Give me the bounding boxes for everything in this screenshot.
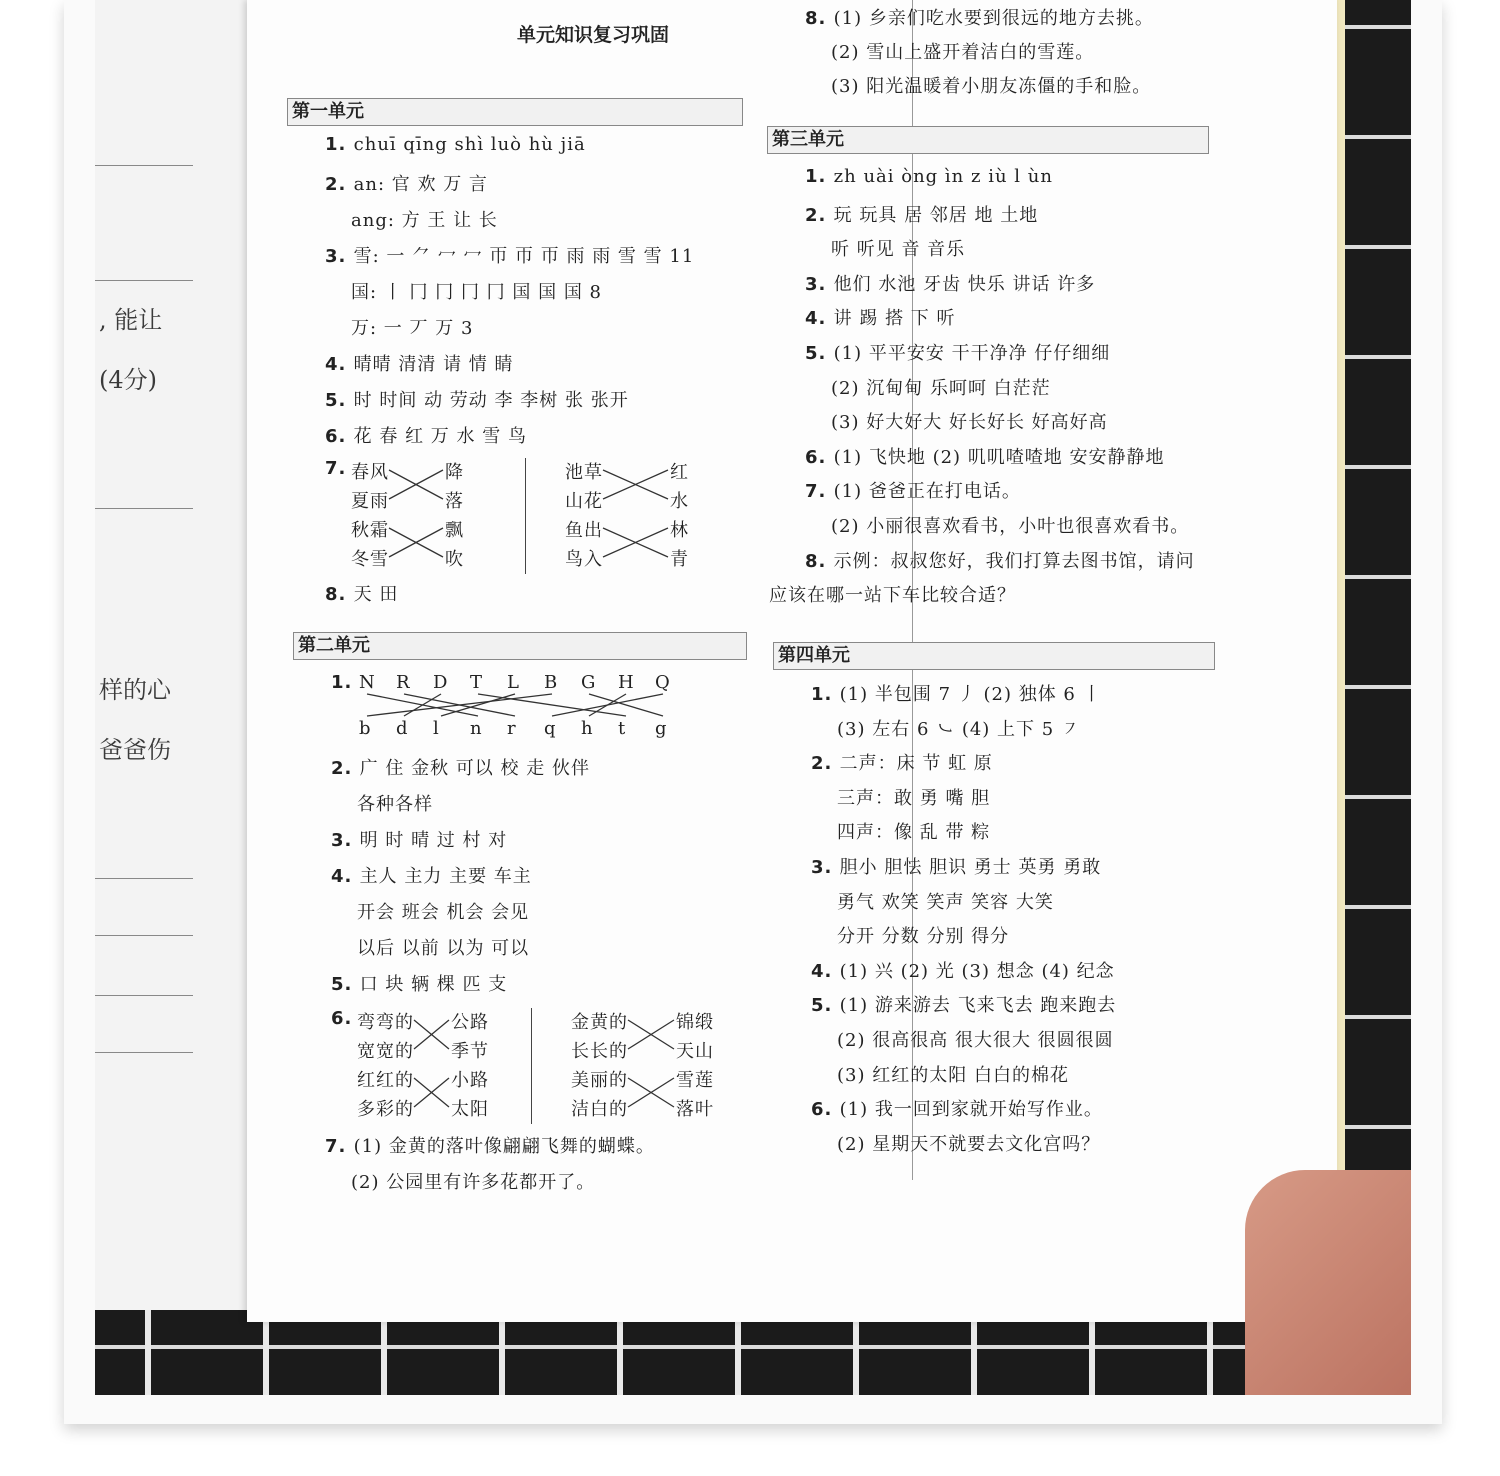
item-number: 7.: [325, 1136, 354, 1157]
letter-lower: l: [433, 718, 440, 739]
answer-line: [805, 304, 956, 330]
match-left: 弯弯的: [357, 1012, 414, 1033]
letter-upper: D: [433, 672, 449, 693]
answer-line: [805, 443, 1165, 469]
match-right: 降: [445, 462, 464, 483]
letter-lower: r: [507, 718, 517, 739]
answer-line: [357, 934, 529, 960]
answer-text: (2) 星期天不就要去文化宫吗？: [837, 1133, 1101, 1155]
item-number: 1.: [325, 134, 354, 155]
letter-lower: n: [470, 718, 483, 739]
answer-text: 国: 丨 冂 冂 冂 冂 国 国 国 8: [351, 282, 603, 303]
answer-line: [769, 581, 1016, 607]
answer-text: (2) 沉甸甸 乐呵呵 白茫茫: [831, 377, 1051, 399]
left-fragment: , 能让: [99, 306, 163, 334]
answer-line: [831, 38, 1094, 64]
answer-line: [805, 201, 1038, 227]
item-number: 1.: [331, 672, 353, 693]
item-number: 5.: [805, 343, 834, 364]
answer-text: 时 时间 动 劳动 李 李树 张 张开: [353, 390, 629, 411]
match-right: 公路: [451, 1012, 489, 1033]
match-left: 冬雪: [351, 549, 389, 570]
answer-text: 听 听见 音 音乐: [831, 239, 966, 261]
item-number: 4.: [805, 308, 834, 330]
answer-line: [805, 166, 1053, 187]
match-left: 池草: [565, 462, 603, 483]
answer-text: (1) 半包围 7 丿 (2) 独体 6 丨: [839, 684, 1102, 705]
answer-page: [247, 0, 1337, 1322]
letter-upper: R: [396, 672, 411, 693]
answer-text: 各种各样: [357, 794, 433, 815]
photo: [95, 0, 1411, 1395]
answer-text: (2) 雪山上盛开着洁白的雪莲。: [831, 42, 1095, 63]
answer-text: (1) 兴 (2) 光 (3) 想念 (4) 纪念: [839, 960, 1115, 982]
match-left: 洁白的: [571, 1099, 628, 1120]
letter-upper: Q: [655, 672, 671, 693]
answer-line: [805, 270, 1095, 296]
item-number: 2.: [811, 753, 840, 775]
answer-text: 主人 主力 主要 车主: [359, 866, 532, 887]
match-right: 季节: [451, 1041, 489, 1062]
match-divider: [531, 1008, 532, 1124]
answer-text: 玩 玩具 居 邻居 地 土地: [833, 204, 1039, 226]
letter-lower: g: [655, 718, 668, 739]
hand: [1245, 1170, 1411, 1395]
answer-line: [331, 672, 352, 693]
match-left: 多彩的: [357, 1099, 414, 1120]
item-number: 2.: [805, 204, 834, 226]
match-left: 夏雨: [351, 491, 389, 512]
answer-text: (1) 游来游去 飞来飞去 跑来跑去: [839, 995, 1117, 1017]
item-number: 5.: [331, 974, 360, 995]
answer-text: (2) 小丽很喜欢看书，小叶也很喜欢看书。: [831, 516, 1190, 537]
match-right: 吹: [445, 549, 464, 570]
answer-text: 应该在哪一站下车比较合适？: [769, 585, 1016, 607]
answer-text: 口 块 辆 棵 匹 支: [359, 974, 508, 995]
answer-line: [837, 888, 1054, 914]
answer-line: [837, 784, 990, 810]
item-number: 2.: [325, 174, 354, 195]
answer-text: 四声：像 乱 带 粽: [837, 822, 991, 844]
item-number: 8.: [325, 584, 354, 605]
match-right: 红: [670, 462, 689, 483]
answer-text: chuī qīng shì luò hù jiā: [353, 134, 586, 155]
answer-text: (1) 我一回到家就开始写作业。: [839, 1099, 1103, 1121]
answer-line: [325, 1132, 655, 1158]
left-fragment: 样的心: [99, 676, 171, 704]
answer-text: (2) 很高很高 很大很大 很圆很圆: [837, 1030, 1114, 1051]
match-left: 宽宽的: [357, 1041, 414, 1062]
answer-text: 示例：叔叔您好，我们打算去图书馆，请问: [833, 550, 1195, 572]
match-right: 水: [670, 491, 689, 512]
answer-text: 天 田: [353, 584, 399, 605]
answer-text: ang: 方 王 让 长: [351, 210, 498, 231]
answer-line: [805, 477, 1021, 503]
answer-line: [837, 1061, 1069, 1087]
match-lines: [247, 0, 248, 1]
answer-line: [811, 991, 1116, 1017]
page-title: 单元知识复习巩固: [517, 24, 670, 46]
answer-line: [331, 1008, 352, 1029]
unit-heading: 第一单元: [287, 98, 743, 126]
match-left: 长长的: [571, 1041, 628, 1062]
item-number: 7.: [805, 481, 834, 503]
answer-line: [811, 1095, 1103, 1121]
answer-text: 三声：敢 勇 嘴 胆: [837, 787, 991, 809]
match-left: 山花: [565, 491, 603, 512]
answer-line: [351, 1168, 595, 1194]
answer-line: [837, 1026, 1114, 1052]
item-number: 6.: [811, 1099, 840, 1121]
answer-text: 雪: 一 ⺈ 冖 冖 帀 帀 帀 雨 雨 雪 雪 11: [353, 246, 695, 267]
match-left: 鱼出: [565, 520, 603, 541]
answer-text: (2) 公园里有许多花都开了。: [351, 1172, 596, 1193]
answer-text: (1) 飞快地 (2) 叽叽喳喳地 安安静静地: [833, 446, 1165, 468]
answer-line: [837, 818, 990, 844]
answer-line: [837, 1130, 1100, 1156]
item-number: 1.: [805, 166, 834, 187]
match-right: 飘: [445, 520, 464, 541]
answer-text: zh uài òng ìn z iù l ùn: [833, 166, 1053, 187]
answer-text: 以后 以前 以为 可以: [357, 938, 530, 959]
answer-text: 万: 一 丆 万 3: [351, 318, 474, 339]
item-number: 8.: [805, 550, 834, 572]
left-fragment: 爸爸伤: [99, 736, 171, 764]
item-number: 3.: [331, 830, 360, 851]
letter-upper: T: [470, 672, 484, 693]
answer-line: [325, 458, 346, 479]
match-left: 秋霜: [351, 520, 389, 541]
answer-text: an: 官 欢 万 言: [353, 174, 488, 195]
letter-upper: H: [618, 672, 635, 693]
unit-heading: 第三单元: [767, 126, 1209, 154]
answer-line: [831, 374, 1051, 400]
match-right: 太阳: [451, 1099, 489, 1120]
answer-line: [325, 134, 586, 155]
item-number: 3.: [805, 273, 834, 295]
item-number: 4.: [811, 960, 840, 982]
answer-line: [351, 314, 473, 340]
item-number: 5.: [325, 390, 354, 411]
answer-text: 讲 踢 搭 下 听: [833, 308, 956, 330]
letter-upper: G: [581, 672, 597, 693]
match-right: 雪莲: [676, 1070, 714, 1091]
letter-lower: h: [581, 718, 594, 739]
answer-line: [805, 4, 1154, 30]
letter-lower: d: [396, 718, 409, 739]
answer-line: [811, 853, 1101, 879]
answer-line: [331, 826, 507, 852]
item-number: 4.: [331, 866, 360, 887]
answer-text: 他们 水池 牙齿 快乐 讲话 许多: [833, 273, 1096, 295]
item-number: 6.: [325, 426, 354, 447]
left-fragment: (4分): [99, 366, 157, 394]
answer-text: (3) 红红的太阳 白白的棉花: [837, 1064, 1069, 1086]
answer-text: 分开 分数 分别 得分: [837, 926, 1010, 948]
letter-upper: L: [507, 672, 520, 693]
answer-line: [357, 790, 433, 816]
answer-text: (3) 左右 6 ㇃ (4) 上下 5 ㇇: [837, 718, 1080, 740]
match-left: 红红的: [357, 1070, 414, 1091]
answer-text: 花 春 红 万 水 雪 鸟: [353, 426, 527, 447]
match-right: 小路: [451, 1070, 489, 1091]
answer-text: 胆小 胆怯 胆识 勇士 英勇 勇敢: [839, 857, 1102, 878]
item-number: 5.: [811, 995, 840, 1017]
match-left: 鸟入: [565, 549, 603, 570]
item-number: 3.: [325, 246, 354, 267]
answer-line: [357, 898, 529, 924]
answer-line: [325, 350, 514, 376]
answer-line: [837, 922, 1009, 948]
answer-text: 广 住 金秋 可以 校 走 伙伴: [359, 758, 590, 779]
answer-line: [831, 235, 965, 261]
answer-line: [831, 512, 1189, 538]
match-right: 落叶: [676, 1099, 714, 1120]
answer-line: [811, 680, 1102, 706]
item-number: 6.: [805, 446, 834, 468]
answer-text: (1) 乡亲们吃水要到很远的地方去挑。: [833, 8, 1154, 29]
answer-text: (3) 阳光温暖着小朋友冻僵的手和脸。: [831, 76, 1152, 97]
answer-line: [325, 242, 694, 268]
answer-line: [325, 170, 488, 196]
answer-text: 二声：床 节 虹 原: [839, 753, 993, 775]
letter-lower: t: [618, 718, 627, 739]
answer-line: [805, 339, 1110, 365]
match-line: [441, 694, 515, 716]
item-number: 4.: [325, 354, 354, 375]
answer-line: [811, 957, 1115, 983]
answer-text: (1) 爸爸正在打电话。: [833, 481, 1021, 503]
answer-line: [331, 970, 507, 996]
letter-upper: B: [544, 672, 559, 693]
answer-text: 勇气 欢笑 笑声 笑容 大笑: [837, 891, 1054, 913]
answer-line: [805, 547, 1195, 573]
answer-line: [831, 72, 1151, 98]
answer-text: (1) 平平安安 干干净净 仔仔细细: [833, 343, 1111, 364]
answer-text: 开会 班会 机会 会见: [357, 902, 530, 923]
answer-line: [325, 422, 527, 448]
unit-heading: 第四单元: [773, 642, 1215, 670]
match-right: 林: [670, 520, 689, 541]
item-number: 1.: [811, 684, 840, 705]
match-divider: [525, 458, 526, 574]
answer-line: [811, 749, 993, 775]
match-right: 锦缎: [676, 1012, 714, 1033]
item-number: 7.: [325, 458, 347, 479]
item-number: 8.: [805, 8, 834, 29]
item-number: 3.: [811, 857, 840, 878]
answer-line: [351, 206, 498, 232]
answer-text: (1) 金黄的落叶像翩翩飞舞的蝴蝶。: [353, 1136, 655, 1157]
item-number: 6.: [331, 1008, 353, 1029]
match-left: 春风: [351, 462, 389, 483]
letter-lower: b: [359, 718, 372, 739]
unit-heading: 第二单元: [293, 632, 747, 660]
letter-upper: N: [359, 672, 376, 693]
item-number: 2.: [331, 758, 360, 779]
answer-line: [325, 580, 398, 606]
answer-text: 晴晴 清清 请 情 睛: [353, 354, 514, 375]
answer-line: [325, 386, 629, 412]
match-right: 落: [445, 491, 464, 512]
match-right: 天山: [676, 1041, 714, 1062]
answer-line: [831, 408, 1108, 434]
match-left: 美丽的: [571, 1070, 628, 1091]
answer-line: [837, 715, 1080, 741]
answer-text: 明 时 晴 过 村 对: [359, 830, 508, 851]
letter-lower: q: [544, 718, 557, 739]
match-left: 金黄的: [571, 1012, 628, 1033]
answer-line: [331, 754, 590, 780]
answer-line: [331, 862, 532, 888]
answer-text: (3) 好大好大 好长好长 好高好高: [831, 412, 1108, 434]
answer-line: [351, 278, 602, 304]
match-right: 青: [670, 549, 689, 570]
